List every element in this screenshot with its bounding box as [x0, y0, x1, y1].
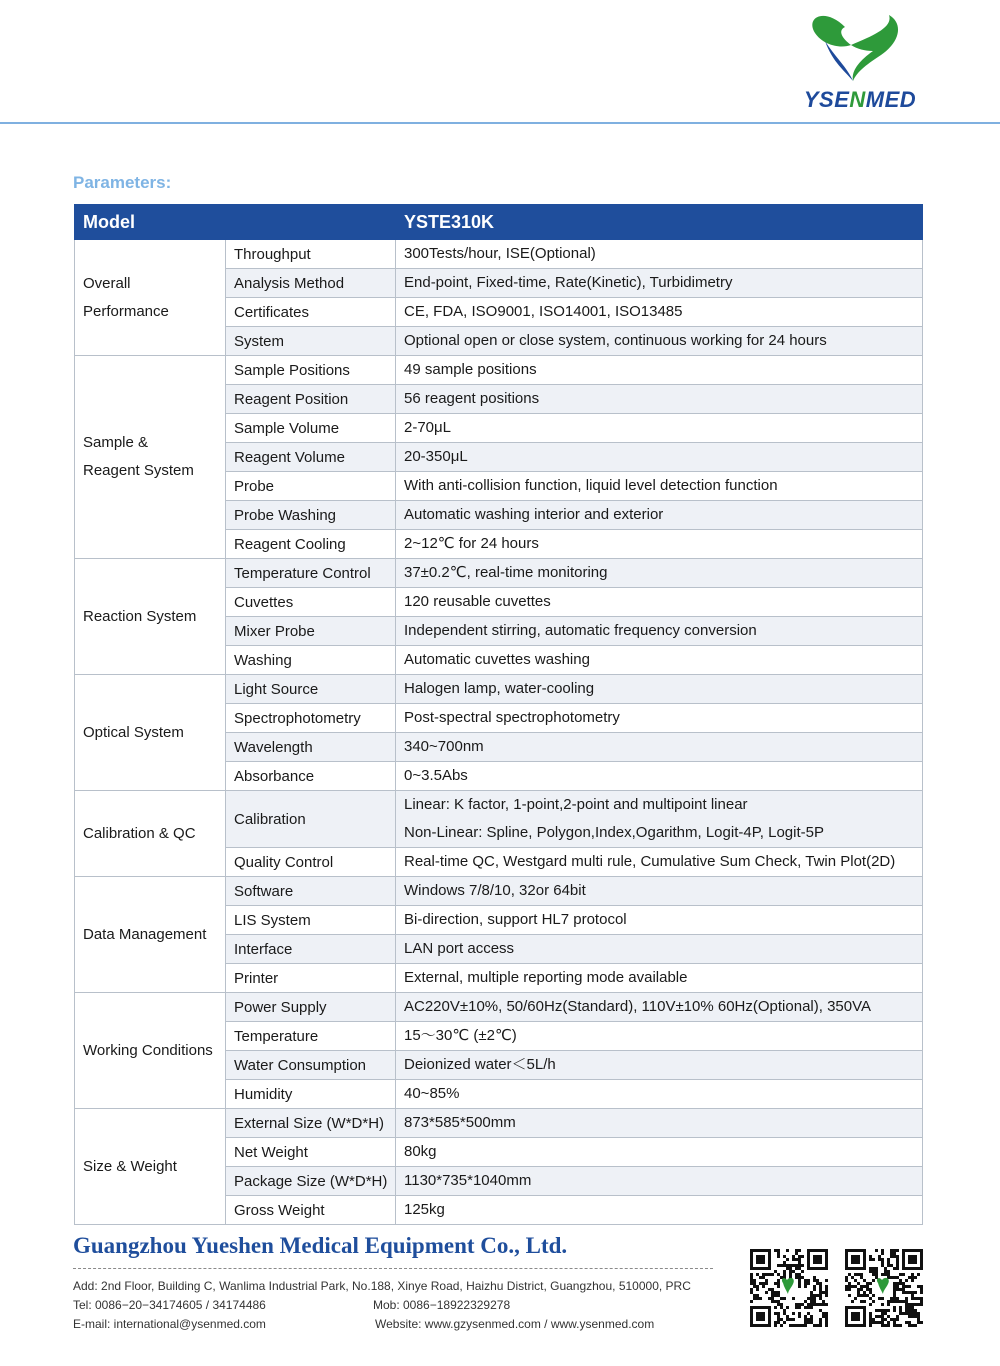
param-value-line: Independent stirring, automatic frequency conversion — [404, 622, 757, 639]
footer-divider — [73, 1268, 713, 1269]
company-address: Add: 2nd Floor, Building C, Wanlima Industrial Park, No.188, Xinye Road, Haizhu District, Guangzhou, 510000, PRC — [73, 1279, 691, 1293]
group-label-line: Size & Weight — [83, 1157, 177, 1175]
param-value-line: 0~3.5Abs — [404, 767, 468, 784]
table-row — [75, 240, 923, 269]
param-name: LIS System — [226, 906, 396, 935]
param-value — [396, 848, 923, 877]
param-value — [396, 791, 923, 848]
table-row — [75, 791, 923, 848]
param-value-line: Automatic washing interior and exterior — [404, 506, 664, 523]
table-row — [75, 675, 923, 704]
param-value-line: AC220V±10%, 50/60Hz(Standard), 110V±10% 60Hz(Optional), 350VA — [404, 998, 872, 1015]
param-name: External Size (W*D*H) — [226, 1109, 396, 1138]
param-value-line: 37±0.2℃, real-time monitoring — [404, 564, 608, 581]
param-value-line: LAN port access — [404, 940, 515, 957]
group-label-line: Performance — [83, 302, 169, 320]
table-row — [75, 559, 923, 588]
param-value — [396, 617, 923, 646]
param-value — [396, 935, 923, 964]
group-label — [75, 993, 226, 1109]
company-name: Guangzhou Yueshen Medical Equipment Co., Ltd. — [73, 1233, 568, 1258]
group-label — [75, 877, 226, 993]
param-name: Sample Volume — [226, 414, 396, 443]
param-value-line: Post-spectral spectrophotometry — [404, 709, 620, 726]
param-value-line: Halogen lamp, water-cooling — [404, 680, 595, 697]
param-name: Gross Weight — [226, 1196, 396, 1225]
company-email: E-mail: international@ysenmed.com — [73, 1317, 266, 1331]
param-value-line: Non-Linear: Spline, Polygon,Index,Ogarithm, Logit-4P, Logit-5P — [404, 824, 824, 841]
param-value-line: 2~12℃ for 24 hours — [404, 535, 539, 552]
group-label-line: Reagent System — [83, 462, 194, 479]
param-value — [396, 385, 923, 414]
param-value — [396, 530, 923, 559]
param-value-line: 20-350μL — [404, 448, 468, 465]
param-value — [396, 269, 923, 298]
model-header-value: YSTE310K — [396, 205, 923, 240]
param-value — [396, 588, 923, 617]
param-value — [396, 1109, 923, 1138]
group-label — [75, 356, 226, 559]
table-row — [75, 356, 923, 385]
group-label-line: Optical System — [83, 723, 184, 741]
param-name: Absorbance — [226, 762, 396, 791]
param-name: Reagent Cooling — [226, 530, 396, 559]
param-value-line: 56 reagent positions — [404, 390, 540, 407]
header-divider — [0, 122, 1000, 124]
param-name: Reagent Volume — [226, 443, 396, 472]
param-name: Probe Washing — [226, 501, 396, 530]
qr-code-icon — [845, 1249, 923, 1327]
param-value — [396, 733, 923, 762]
param-value-line: 80kg — [404, 1143, 437, 1160]
param-value-line: 120 reusable cuvettes — [404, 593, 551, 610]
param-name: Cuvettes — [226, 588, 396, 617]
param-value — [396, 964, 923, 993]
param-name: Calibration — [226, 791, 396, 848]
param-value-line: Deionized water＜5L/h — [404, 1056, 556, 1073]
param-value — [396, 1138, 923, 1167]
param-name: Temperature Control — [226, 559, 396, 588]
group-label-line: Data Management — [83, 925, 207, 943]
param-value-line: 1130*735*1040mm — [404, 1172, 532, 1189]
param-value — [396, 1080, 923, 1109]
param-name: Light Source — [226, 675, 396, 704]
param-name: Wavelength — [226, 733, 396, 762]
param-value — [396, 240, 923, 269]
param-value-line: End-point, Fixed-time, Rate(Kinetic), Turbidimetry — [404, 274, 733, 291]
param-name: Software — [226, 877, 396, 906]
group-label — [75, 559, 226, 675]
param-value — [396, 646, 923, 675]
param-value — [396, 906, 923, 935]
company-mobile: Mob: 0086−18922329278 — [373, 1298, 511, 1312]
param-value — [396, 993, 923, 1022]
group-label-line: Overall — [83, 274, 131, 292]
table-row — [75, 1109, 923, 1138]
group-label-line: Working Conditions — [83, 1041, 213, 1059]
param-name: Water Consumption — [226, 1051, 396, 1080]
group-label — [75, 791, 226, 877]
param-value-line: Automatic cuvettes washing — [404, 651, 590, 668]
param-value — [396, 356, 923, 385]
param-name: Package Size (W*D*H) — [226, 1167, 396, 1196]
param-name: Probe — [226, 472, 396, 501]
param-value — [396, 414, 923, 443]
param-name: Analysis Method — [226, 269, 396, 298]
model-header-label: Model — [75, 205, 396, 240]
qr-code-icon — [750, 1249, 828, 1327]
param-value — [396, 1051, 923, 1080]
company-tel: Tel: 0086−20−34174605 / 34174486 — [73, 1298, 266, 1312]
param-name: Quality Control — [226, 848, 396, 877]
param-value-line: Optional open or close system, continuous working for 24 hours — [404, 332, 827, 349]
param-value-line: CE, FDA, ISO9001, ISO14001, ISO13485 — [404, 303, 683, 320]
param-value-line: Linear: K factor, 1-point,2-point and multipoint linear — [404, 796, 748, 813]
table-row — [75, 993, 923, 1022]
param-value — [396, 559, 923, 588]
brand-wordmark: YSENMED — [803, 87, 917, 112]
param-value — [396, 327, 923, 356]
param-value-line: 873*585*500mm — [404, 1114, 516, 1131]
param-value — [396, 472, 923, 501]
ysenmed-heart-leaf-icon — [785, 5, 935, 85]
param-value — [396, 675, 923, 704]
param-value — [396, 443, 923, 472]
param-name: Interface — [226, 935, 396, 964]
param-value-line: 340~700nm — [404, 738, 484, 755]
param-value — [396, 1022, 923, 1051]
brand-logo — [785, 5, 935, 117]
param-name: Power Supply — [226, 993, 396, 1022]
param-name: Washing — [226, 646, 396, 675]
table-row — [75, 877, 923, 906]
param-name: Humidity — [226, 1080, 396, 1109]
param-name: Temperature — [226, 1022, 396, 1051]
param-value-line: Windows 7/8/10, 32or 64bit — [404, 882, 586, 899]
group-label-line: Sample & — [83, 434, 149, 451]
param-value — [396, 501, 923, 530]
group-label — [75, 1109, 226, 1225]
param-name: Mixer Probe — [226, 617, 396, 646]
spec-table — [74, 204, 923, 1225]
param-value-line: 300Tests/hour, ISE(Optional) — [404, 245, 596, 262]
param-name: System — [226, 327, 396, 356]
param-name: Reagent Position — [226, 385, 396, 414]
param-value-line: Real-time QC, Westgard multi rule, Cumulative Sum Check, Twin Plot(2D) — [404, 853, 896, 870]
param-name: Spectrophotometry — [226, 704, 396, 733]
param-value-line: 40~85% — [404, 1085, 460, 1102]
param-name: Sample Positions — [226, 356, 396, 385]
param-name: Certificates — [226, 298, 396, 327]
param-value — [396, 1196, 923, 1225]
param-value-line: With anti-collision function, liquid level detection function — [404, 477, 778, 494]
param-value — [396, 762, 923, 791]
table-header-row — [75, 205, 923, 240]
param-name: Printer — [226, 964, 396, 993]
group-label — [75, 675, 226, 791]
param-name: Net Weight — [226, 1138, 396, 1167]
param-value-line: 125kg — [404, 1201, 445, 1218]
param-value — [396, 1167, 923, 1196]
param-value — [396, 298, 923, 327]
param-value-line: Bi-direction, support HL7 protocol — [404, 911, 627, 928]
param-value — [396, 877, 923, 906]
param-value-line: 2-70μL — [404, 419, 452, 436]
param-value-line: External, multiple reporting mode available — [404, 969, 688, 986]
section-title: Parameters: — [73, 173, 172, 192]
group-label — [75, 240, 226, 356]
group-label-line: Reaction System — [83, 607, 197, 625]
param-value-line: 49 sample positions — [404, 361, 537, 378]
company-website: Website: www.gzysenmed.com / www.ysenmed.com — [375, 1317, 655, 1331]
param-value-line: 15～30℃ (±2℃) — [404, 1027, 517, 1044]
param-value — [396, 704, 923, 733]
group-label-line: Calibration & QC — [83, 824, 196, 842]
param-name: Throughput — [226, 240, 396, 269]
spec-table-body — [75, 240, 923, 1225]
